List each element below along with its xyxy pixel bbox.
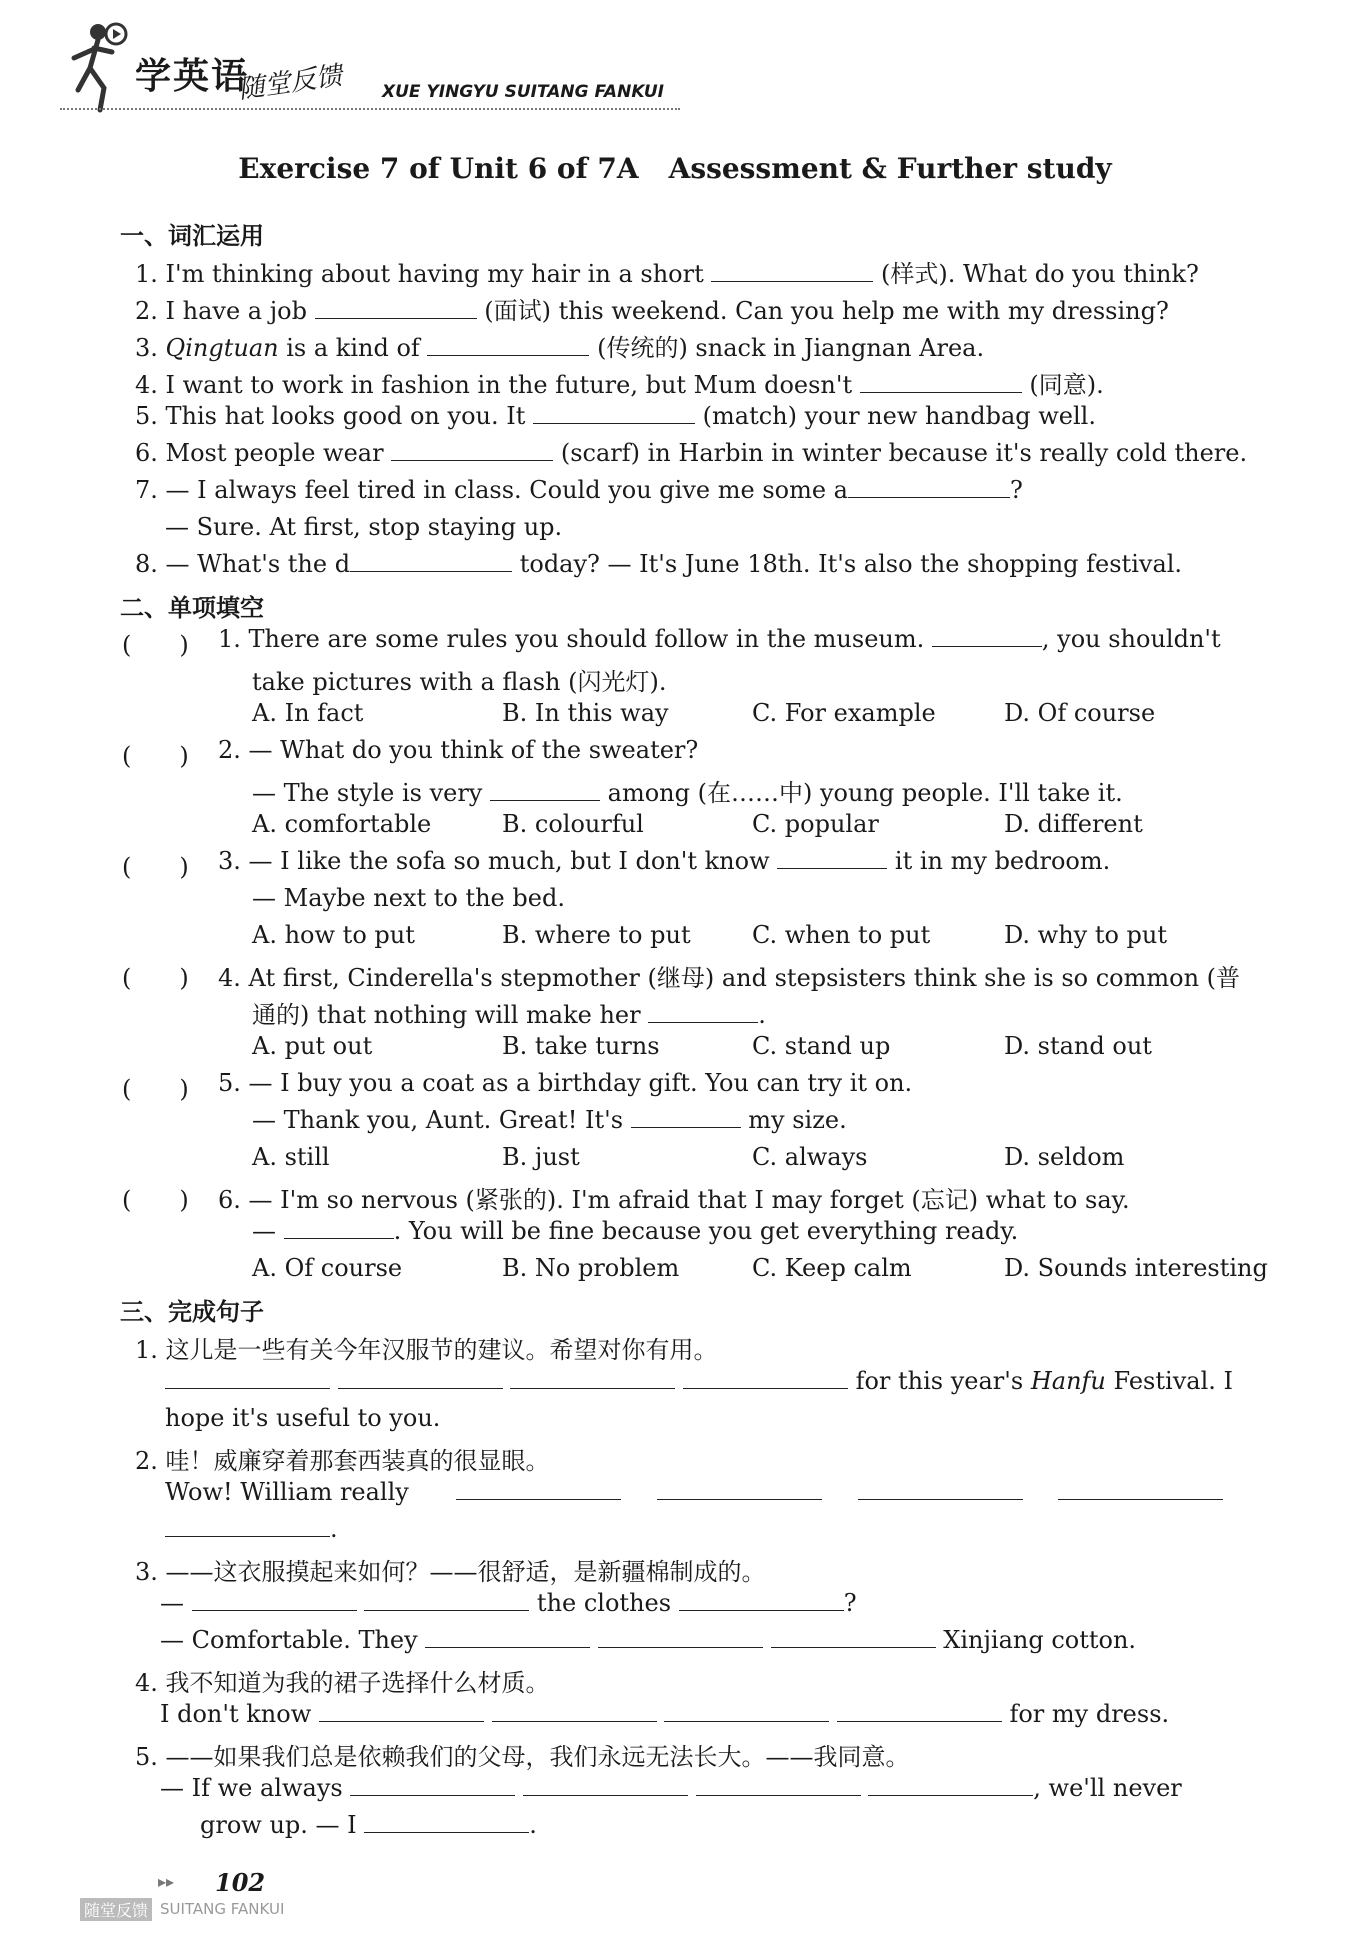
answer-blank[interactable] (858, 1479, 1023, 1500)
translate-q5-zh: 5. ——如果我们总是依赖我们的父母，我们永远无法长大。——我同意。 (135, 1743, 910, 1771)
answer-blank[interactable] (165, 1516, 330, 1537)
translate-q2-cont: . (165, 1515, 338, 1543)
option-c[interactable]: C. stand up (752, 1032, 891, 1060)
mc-q4: 4. At first, Cinderella's stepmother (继母) and stepsisters think she is so common (普 (218, 964, 1241, 992)
option-a[interactable]: A. In fact (252, 699, 364, 727)
answer-blank[interactable] (837, 1701, 1002, 1722)
answer-blank[interactable] (391, 440, 553, 461)
option-c[interactable]: C. Keep calm (752, 1254, 912, 1282)
vocab-q1: 1. I'm thinking about having my hair in a short (样式). What do you think? (135, 260, 1199, 288)
answer-blank[interactable] (711, 261, 873, 282)
translate-q2-zh: 2. 哇！威廉穿着那套西装真的很显眼。 (135, 1447, 550, 1475)
answer-blank[interactable] (510, 1368, 675, 1389)
vocab-q5: 5. This hat looks good on you. It (match) your new handbag well. (135, 402, 1096, 430)
option-a[interactable]: A. Of course (252, 1254, 403, 1282)
answer-blank[interactable] (771, 1627, 936, 1648)
mc-q1-cont: take pictures with a flash (闪光灯). (252, 668, 667, 696)
answer-blank[interactable] (492, 1701, 657, 1722)
vocab-q2: 2. I have a job (面试) this weekend. Can you help me with my dressing? (135, 297, 1169, 325)
answer-blank[interactable] (192, 1590, 357, 1611)
option-b[interactable]: B. just (502, 1143, 580, 1171)
answer-blank[interactable] (1058, 1479, 1223, 1500)
option-c[interactable]: C. For example (752, 699, 936, 727)
vocab-q7: 7. — I always feel tired in class. Could you give me some a ? (135, 476, 1023, 504)
translate-q2: Wow! William really (165, 1478, 1223, 1506)
answer-blank[interactable] (696, 1775, 861, 1796)
answer-paren[interactable]: ( ) (122, 1075, 189, 1103)
mc-q1: 1. There are some rules you should follow in the museum. , you shouldn't (218, 625, 1221, 653)
vocab-q8: 8. — What's the d today? — It's June 18th. It's also the shopping festival. (135, 550, 1183, 578)
answer-blank[interactable] (490, 780, 600, 801)
option-a[interactable]: A. comfortable (252, 810, 432, 838)
answer-blank[interactable] (350, 1775, 515, 1796)
translate-q5: — If we always , we'll never (160, 1774, 1182, 1802)
option-a[interactable]: A. put out (252, 1032, 373, 1060)
answer-paren[interactable]: ( ) (122, 631, 189, 659)
runner-logo-icon (60, 18, 140, 118)
answer-blank[interactable] (364, 1590, 529, 1611)
answer-blank[interactable] (598, 1627, 763, 1648)
option-d[interactable]: D. seldom (1004, 1143, 1125, 1171)
option-c[interactable]: C. popular (752, 810, 879, 838)
translate-q3: — the clothes ? (160, 1589, 857, 1617)
answer-blank[interactable] (868, 1775, 1033, 1796)
mc-q2: 2. — What do you think of the sweater? (218, 736, 699, 764)
option-b[interactable]: B. take turns (502, 1032, 660, 1060)
footer-label-en: SUITANG FANKUI (160, 1900, 285, 1918)
section-2-heading: 二、单项填空 (120, 594, 264, 622)
page-number: 102 (215, 1868, 266, 1897)
page-title (0, 152, 1350, 185)
option-c[interactable]: C. when to put (752, 921, 931, 949)
answer-paren[interactable]: ( ) (122, 742, 189, 770)
option-d[interactable]: D. Of course (1004, 699, 1156, 727)
translate-q1-cont: hope it's useful to you. (165, 1404, 441, 1432)
footer-arrow-icon: ▸▸ (158, 1872, 175, 1891)
answer-paren[interactable]: ( ) (122, 964, 189, 992)
title-left: Exercise 7 of Unit 6 of 7A (238, 152, 639, 185)
answer-blank[interactable] (338, 1368, 503, 1389)
title-right: Assessment & Further study (668, 152, 1112, 185)
answer-blank[interactable] (350, 551, 512, 572)
answer-blank[interactable] (364, 1812, 529, 1833)
answer-blank[interactable] (664, 1701, 829, 1722)
answer-blank[interactable] (631, 1107, 741, 1128)
translate-q5-cont: grow up. — I . (200, 1811, 537, 1839)
translate-q3-zh: 3. ——这衣服摸起来如何？——很舒适，是新疆棉制成的。 (135, 1558, 766, 1586)
answer-blank[interactable] (777, 848, 887, 869)
translate-q4-zh: 4. 我不知道为我的裙子选择什么材质。 (135, 1669, 550, 1697)
answer-blank[interactable] (932, 626, 1042, 647)
answer-blank[interactable] (860, 372, 1022, 393)
option-a[interactable]: A. how to put (252, 921, 415, 949)
answer-blank[interactable] (165, 1368, 330, 1389)
answer-blank[interactable] (533, 403, 695, 424)
option-b[interactable]: B. colourful (502, 810, 644, 838)
mc-q5-reply: — Thank you, Aunt. Great! It's my size. (252, 1106, 847, 1134)
page-header (60, 18, 680, 118)
logo-title: 学英语 (135, 56, 250, 97)
answer-blank[interactable] (456, 1479, 621, 1500)
answer-blank[interactable] (315, 298, 477, 319)
answer-paren[interactable]: ( ) (122, 853, 189, 881)
section-3-heading: 三、完成句子 (120, 1298, 264, 1326)
answer-blank[interactable] (523, 1775, 688, 1796)
answer-blank[interactable] (284, 1218, 394, 1239)
translate-q3-reply: — Comfortable. They Xinjiang cotton. (160, 1626, 1137, 1654)
option-c[interactable]: C. always (752, 1143, 868, 1171)
option-a[interactable]: A. still (252, 1143, 330, 1171)
logo-pinyin: XUE YINGYU SUITANG FANKUI (382, 82, 665, 102)
mc-q3: 3. — I like the sofa so much, but I don't know it in my bedroom. (218, 847, 1111, 875)
answer-paren[interactable]: ( ) (122, 1186, 189, 1214)
mc-q6: 6. — I'm so nervous (紧张的). I'm afraid that I may forget (忘记) what to say. (218, 1186, 1130, 1214)
answer-blank[interactable] (648, 1002, 758, 1023)
header-divider (60, 108, 680, 110)
footer-label-zh: 随堂反馈 (80, 1898, 152, 1921)
answer-blank[interactable] (683, 1368, 848, 1389)
mc-q6-reply: — . You will be fine because you get everything ready. (252, 1217, 1019, 1245)
translate-q1-zh: 1. 这儿是一些有关今年汉服节的建议。希望对你有用。 (135, 1336, 718, 1364)
vocab-q4: 4. I want to work in fashion in the future, but Mum doesn't (同意). (135, 371, 1104, 399)
option-b[interactable]: B. No problem (502, 1254, 680, 1282)
vocab-q3: 3. Qingtuan is a kind of (传统的) snack in Jiangnan Area. (135, 334, 985, 362)
option-d[interactable]: D. why to put (1004, 921, 1168, 949)
option-d[interactable]: D. different (1004, 810, 1143, 838)
answer-blank[interactable] (679, 1590, 844, 1611)
mc-q2-reply: — The style is very among (在……中) young people. I'll take it. (252, 779, 1123, 807)
translate-q4: I don't know for my dress. (160, 1700, 1170, 1728)
mc-q3-reply: — Maybe next to the bed. (252, 884, 565, 912)
answer-blank[interactable] (319, 1701, 484, 1722)
option-b[interactable]: B. where to put (502, 921, 691, 949)
answer-blank[interactable] (657, 1479, 822, 1500)
option-d[interactable]: D. stand out (1004, 1032, 1152, 1060)
section-1-heading: 一、词汇运用 (120, 222, 264, 250)
option-d[interactable]: D. Sounds interesting (1004, 1254, 1268, 1282)
answer-blank[interactable] (427, 335, 589, 356)
translate-q1: for this year's Hanfu Festival. I (165, 1367, 1233, 1395)
vocab-q7-reply: — Sure. At first, stop staying up. (165, 513, 563, 541)
logo-subtitle: 随堂反馈 (236, 60, 344, 106)
option-b[interactable]: B. In this way (502, 699, 669, 727)
answer-blank[interactable] (848, 477, 1010, 498)
mc-q5: 5. — I buy you a coat as a birthday gift. You can try it on. (218, 1069, 913, 1097)
mc-q4-cont: 通的) that nothing will make her . (252, 1001, 766, 1029)
answer-blank[interactable] (425, 1627, 590, 1648)
vocab-q6: 6. Most people wear (scarf) in Harbin in winter because it's really cold there. (135, 439, 1248, 467)
